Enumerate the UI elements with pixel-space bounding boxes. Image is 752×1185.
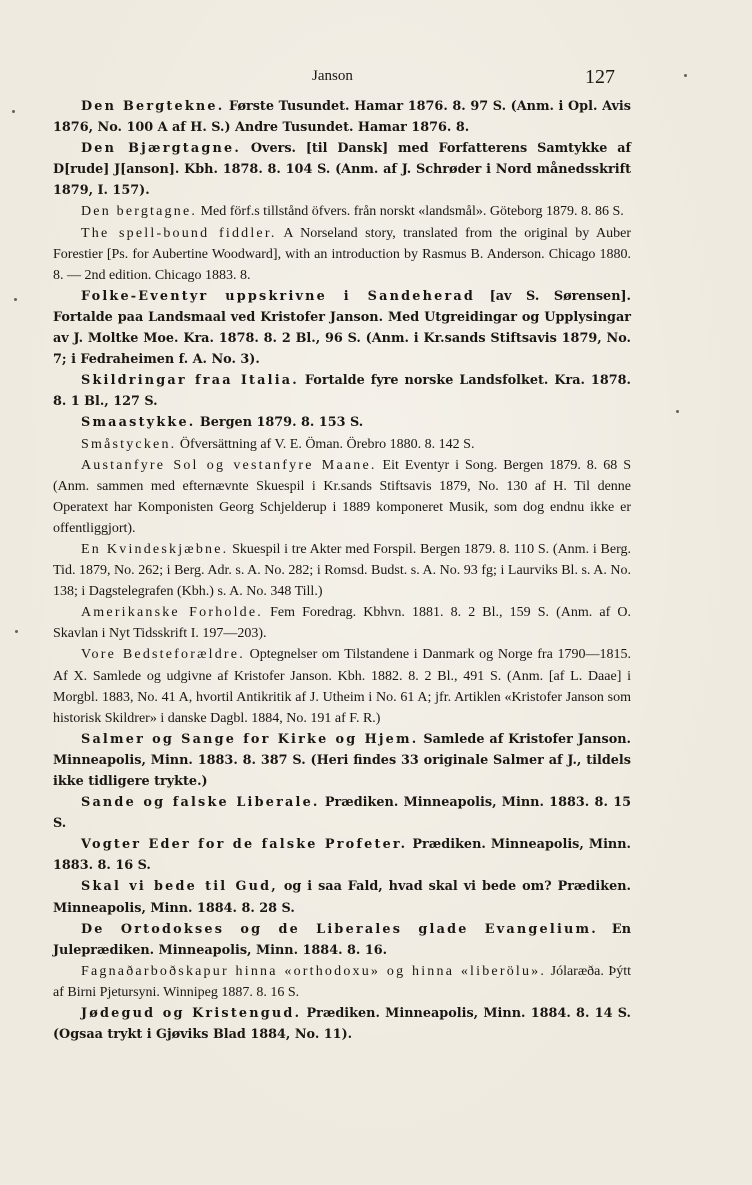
entry-text: Samlede af Kristofer Janson. Minneapolis, Minn. 1883. 8. 387 S. (Heri findes 33 originale Salmer af J., tildels ikke tidligere trykte.) xyxy=(53,731,631,789)
entry-title: Skal vi bede til Gud, xyxy=(81,879,278,895)
speck xyxy=(12,110,15,113)
entry-text: Skuespil i tre Akter med Forspil. Bergen 1879. 8. 110 S. (Anm. i Berg. Tid. 1879, No. 262; i Berg. Adr. s. A. No. 282; i Romsd. Budst. s. A. No. 93 fg; i Laurviks Bl. s. A. No. 138; i Dagstelegrafen (Kbh.) s. A. No. 348 Till.) xyxy=(53,541,631,600)
entry-title: Den bergtagne. xyxy=(81,204,198,220)
entry-text: Overs. [til Dansk] med Forfatterens Samtykke af D[rude] J[anson]. Kbh. 1878. 8. 104 S. (Anm. af J. Schrøder i Nord månedsskrift 1879, I. 157). xyxy=(53,141,632,199)
entry-title: Smaastykke. xyxy=(81,415,196,431)
entry-title: Skildringar fraa Italia. xyxy=(81,373,299,389)
entry-title: Småstycken. xyxy=(81,436,177,452)
entry-title: Vore Bedsteforældre. xyxy=(81,647,245,663)
entry-text: Bergen 1879. 8. 153 S. xyxy=(195,415,364,431)
speck xyxy=(14,298,17,301)
entry-title: Sande og falske Liberale. xyxy=(81,795,320,811)
entry-title: En Kvindeskjæbne. xyxy=(81,541,229,557)
speck xyxy=(676,410,679,413)
entry-title: Amerikanske Forholde. xyxy=(81,605,264,621)
entry-title: De Ortodokses og de Liberales glade Evangelium. xyxy=(81,921,598,937)
entry-text: Prædiken. Minneapolis, Minn. 1883. 8. 16 S. xyxy=(53,837,631,874)
entry-title: Jødegud og Kristengud. xyxy=(81,1006,302,1022)
entry-text: Med förf.s tillstånd öfvers. från norskt «landsmål». Göteborg 1879. 8. 86 S. xyxy=(197,204,624,220)
entry-title: The spell-bound fiddler. xyxy=(81,225,277,241)
entry-text: Prædiken. Minneapolis, Minn. 1884. 8. 14 S. (Ogsaa trykt i Gjøviks Blad 1884, No. 11). xyxy=(53,1006,631,1043)
entry-text: Første Tusundet. Hamar 1876. 8. 97 S. (Anm. i Opl. Avis 1876, No. 100 A af H. S.) Andre Tusundet. Hamar 1876. 8. xyxy=(53,99,631,136)
entry-text: Fortalde fyre norske Landsfolket. Kra. 1878. 8. 1 Bl., 127 S. xyxy=(53,373,631,410)
running-title: Janson xyxy=(312,68,353,84)
entry-text: [av S. Sørensen]. Fortalde paa Landsmaal ved Kristofer Janson. Med Utgreidingar og Upplysingar av J. Moltke Moe. Kra. 1878. 8. 2 Bl., 96 S. (Anm. i Kr.sands Stiftsavis 1879, No. 7; i Fedraheimen f. A. No. 3). xyxy=(53,288,632,368)
entry-text: Eit Eventyr i Song. Bergen 1879. 8. 68 S (Anm. sammen med efternævnte Skuespil i Kr.sands Stiftsavis 1879, No. 130 af H. Til denne Operatext har Komponisten Georg Schjelderup i 1889 komponeret Musik, som dog endnu ikke er offentliggjort). xyxy=(53,457,631,536)
entry-text: Jólaræða. Þýtt af Birni Pjetursyni. Winnipeg 1887. 8. 16 S. xyxy=(53,963,631,1000)
page-number: 127 xyxy=(585,66,615,88)
entry-text: A Norseland story, translated from the original by Auber Forestier [Ps. for Aubertine Woodward], with an introduction by Rasmus B. Anderson. Chicago 1880. 8. — 2nd edition. Chicago 1883. 8. xyxy=(53,225,631,283)
entry-title: Vogter Eder for de falske Profeter. xyxy=(81,837,408,853)
entry-text: Fem Foredrag. Kbhvn. 1881. 8. 2 Bl., 159 S. (Anm. af O. Skavlan i Nyt Tidsskrift I. 197—203). xyxy=(53,605,631,642)
entry-text: Öfversättning af V. E. Öman. Örebro 1880. 8. 142 S. xyxy=(176,436,475,452)
speck xyxy=(684,74,687,77)
entry-title: Den Bjærgtagne. xyxy=(81,141,242,157)
entry-text: En Juleprædiken. Minneapolis, Minn. 1884. 8. 16. xyxy=(53,921,631,958)
entry-title: Salmer og Sange for Kirke og Hjem. xyxy=(81,731,419,747)
speck xyxy=(15,630,18,633)
entry-title: Fagnaðarboðskapur hinna «orthodoxu» og hinna «liberölu». xyxy=(81,963,547,979)
entry-title: Den Bergtekne. xyxy=(81,99,225,114)
entry-text: Prædiken. Minneapolis, Minn. 1883. 8. 15 S. xyxy=(53,795,631,832)
entry-title: Folke-Eventyr uppskrivne i Sandeherad xyxy=(81,288,476,304)
entry-text: og i saa Fald, hvad skal vi bede om? Prædiken. Minneapolis, Minn. 1884. 8. 28 S. xyxy=(53,879,631,916)
entry-title: Austanfyre Sol og vestanfyre Maane. xyxy=(81,457,377,473)
entry-text: Optegnelser om Tilstandene i Danmark og Norge fra 1790—1815. Af X. Samlede og udgivne af Kristofer Janson. Kbh. 1882. 8. 2 Bl., 491 S. (Anm. [af L. Daae] i Morgbl. 1883, No. 41 A, hvortil Antikritik af J. Utheim i No. 61 A; jfr. Artiklen «Kristofer Janson som historisk Skildrer» i danske Dagbl. 1884, No. 191 af F. R.) xyxy=(53,647,631,726)
